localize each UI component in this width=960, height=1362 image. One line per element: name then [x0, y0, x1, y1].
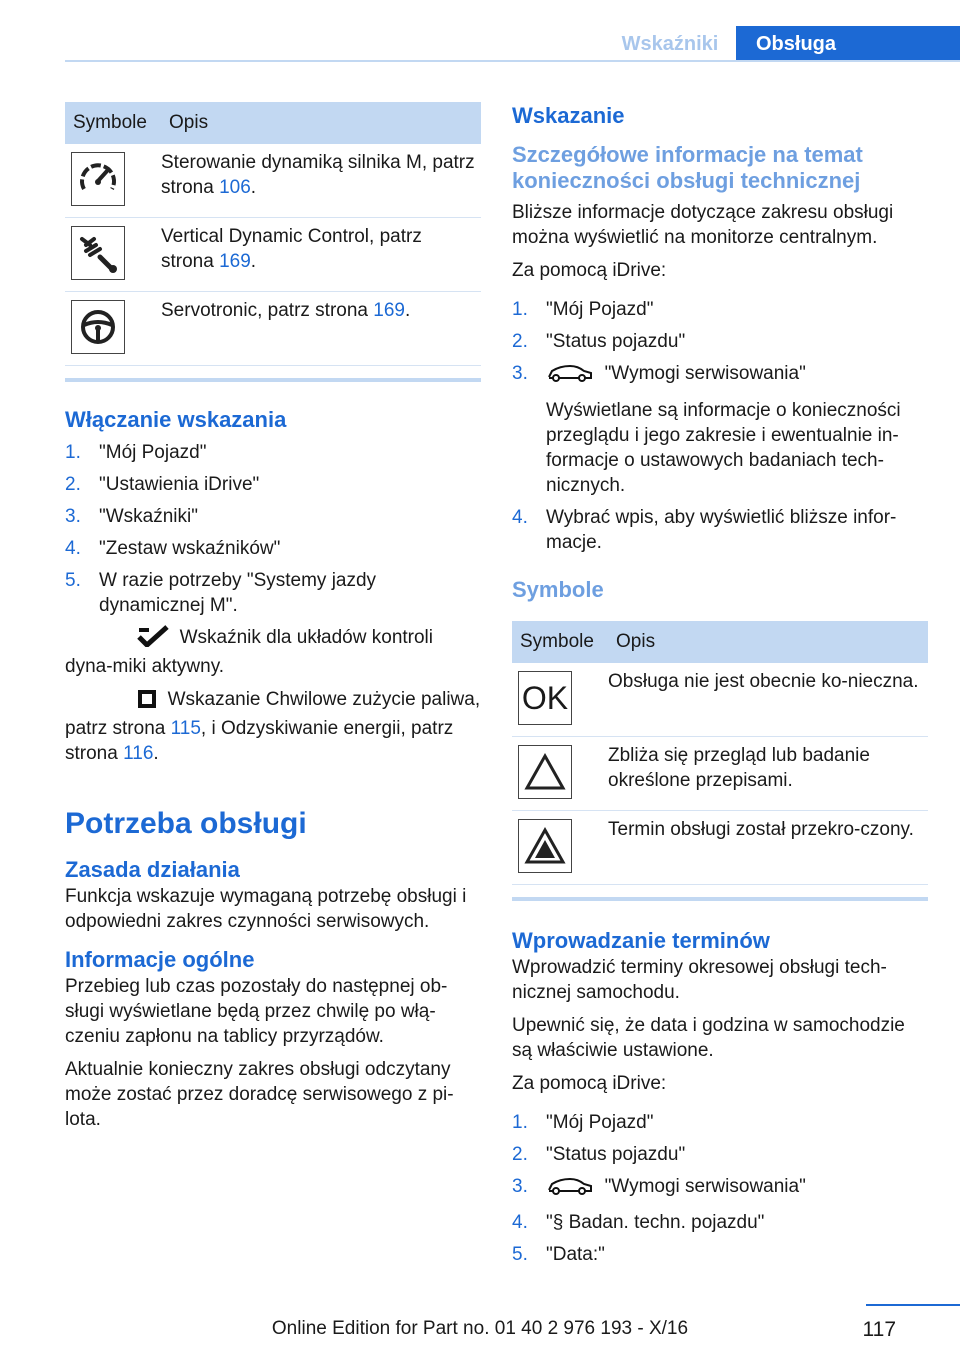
section-title-zasada: Zasada działania — [65, 857, 240, 882]
table-row — [512, 663, 928, 737]
list-item: 2. "Ustawienia iDrive" — [65, 474, 260, 495]
steps-wskazanie — [512, 297, 928, 555]
paragraph: Bliższe informacje dotyczące zakresu obsługi można wyświetlić na monitorze centralnym. — [512, 202, 894, 248]
list-item: 1. "Mój Pojazd" — [65, 442, 207, 463]
table-end-bar — [512, 897, 928, 901]
steering-wheel-icon — [71, 300, 125, 354]
header-divider — [65, 60, 960, 62]
list-item: 2. "Status pojazdu" — [512, 331, 686, 352]
page-link[interactable]: 116 — [123, 743, 154, 764]
paragraph: Wprowadzić terminy okresowej obsługi tech-nicznej samochodu. — [512, 957, 887, 1003]
row-text: Sterowanie dynamiką silnika M, patrz strona — [161, 152, 475, 198]
page-header — [0, 0, 960, 62]
list-item: 5. "Data:" — [512, 1244, 605, 1265]
list-item: 3. "Wymogi serwisowania" — [512, 1174, 928, 1203]
row-text: Zbliża się przegląd lub badanie określone przepisami. — [608, 737, 928, 811]
steps-terminy — [512, 1110, 928, 1267]
table-row — [512, 811, 928, 885]
paragraph: Upewnić się, że data i godzina w samochodzie są właściwie ustawione. — [512, 1015, 905, 1061]
page-link[interactable]: 106 — [219, 177, 251, 198]
symbols-table-left — [65, 102, 481, 366]
table-row: Sterowanie dynamiką silnika M, patrz strona 106. — [65, 144, 481, 218]
paragraph: Przebieg lub czas pozostały do następnej ob-sługi wyświetlane będą przez chwilę po włą-czeniu zapłonu na tablicy przyrządów. — [65, 976, 448, 1047]
symbols-table-right — [512, 621, 928, 885]
footer-accent-line — [866, 1304, 960, 1306]
chapter-title: Potrzeba obsługi — [65, 807, 307, 840]
page-link[interactable]: 169 — [219, 251, 251, 272]
row-text: Servotronic, patrz strona — [161, 300, 374, 321]
page-link[interactable]: 115 — [170, 718, 201, 739]
row-text: Vertical Dynamic Control, patrz strona — [161, 226, 422, 272]
section-title-wlaczanie: Włączanie wskazania — [65, 407, 287, 432]
car-icon — [546, 1176, 594, 1203]
list-item: 4. "Zestaw wskaźników" — [65, 538, 281, 559]
paragraph: Aktualnie konieczny zakres obsługi odczytany może zostać przez doradcę serwisowego z pi-lota. — [65, 1059, 454, 1130]
spring-damper-icon — [71, 226, 125, 280]
steps-wlaczanie — [65, 440, 481, 618]
list-item: 4. "§ Badan. techn. pojazdu" — [512, 1212, 765, 1233]
warning-triangle-filled-icon — [518, 819, 572, 873]
row-text: Termin obsługi został przekro-czony. — [608, 811, 928, 885]
step-detail: Wyświetlane są informacje o konieczności przeglądu i jego zakresie i ewentualnie in-formacje o ustawowych badaniach tech-nicznych. — [546, 400, 901, 496]
paragraph: Za pomocą iDrive: — [512, 260, 667, 281]
tab-obsluga[interactable]: Obsługa — [736, 26, 960, 62]
table-end-bar — [65, 378, 481, 382]
tab-wskazniki[interactable]: Wskaźniki — [621, 32, 719, 55]
col-header-symbole: Symbole — [65, 102, 161, 144]
subsection-title: Szczegółowe informacje na temat konieczności obsługi technicznej — [512, 142, 863, 193]
page-link[interactable]: 169 — [373, 300, 405, 321]
page-number: 117 — [862, 1318, 896, 1341]
col-header-symbole: Symbole — [512, 621, 608, 663]
list-item: 5. W razie potrzeby "Systemy jazdy dynamicznej M". — [65, 570, 377, 616]
row-text: Obsługa nie jest obecnie ko-nieczna. — [608, 663, 928, 737]
list-item: 3. "Wymogi serwisowania" Wyświetlane są informacje o konieczności przeglądu i jego zakresie i ewentualnie in-formacje o ustawowych badaniach tech-nicznych. — [512, 361, 928, 498]
table-row — [512, 737, 928, 811]
list-item: 4. Wybrać wpis, aby wyświetlić bliższe infor-macje. — [512, 507, 897, 553]
col-header-opis: Opis — [161, 102, 481, 144]
left-column — [65, 102, 481, 1132]
note-consumption: Wskazanie Chwilowe zużycie paliwa, patrz strona 115, i Odzyskiwanie energii, patrz strona 116. — [65, 689, 481, 764]
paragraph: Za pomocą iDrive: — [512, 1073, 667, 1094]
list-item: 1. "Mój Pojazd" — [512, 299, 654, 320]
footer-edition: Online Edition for Part no. 01 40 2 976 193 - X/16 — [271, 1318, 689, 1339]
paragraph: Funkcja wskazuje wymaganą potrzebę obsługi i odpowiedni zakres czynności serwisowych. — [65, 886, 467, 932]
list-item: 3. "Wskaźniki" — [65, 506, 198, 527]
section-title-terminy: Wprowadzanie terminów — [512, 928, 770, 953]
checkmark-indicator-icon — [101, 625, 169, 654]
car-icon — [546, 363, 594, 390]
table-row: Servotronic, patrz strona 169. — [65, 292, 481, 366]
section-title-wskazanie: Wskazanie — [512, 103, 625, 128]
list-item: 1. "Mój Pojazd" — [512, 1112, 654, 1133]
col-header-opis: Opis — [608, 621, 928, 663]
note-active-systems: Wskaźnik dla układów kontroli dyna-miki aktywny. — [65, 627, 434, 677]
section-title-symbole: Symbole — [512, 577, 604, 602]
warning-triangle-icon — [518, 745, 572, 799]
speedometer-icon — [71, 152, 125, 206]
list-item: 2. "Status pojazdu" — [512, 1144, 686, 1165]
display-square-icon — [101, 689, 157, 716]
ok-icon: OK — [518, 671, 572, 725]
right-column — [512, 102, 928, 1274]
table-row: Vertical Dynamic Control, patrz strona 169. — [65, 218, 481, 292]
section-title-informacje: Informacje ogólne — [65, 947, 255, 972]
